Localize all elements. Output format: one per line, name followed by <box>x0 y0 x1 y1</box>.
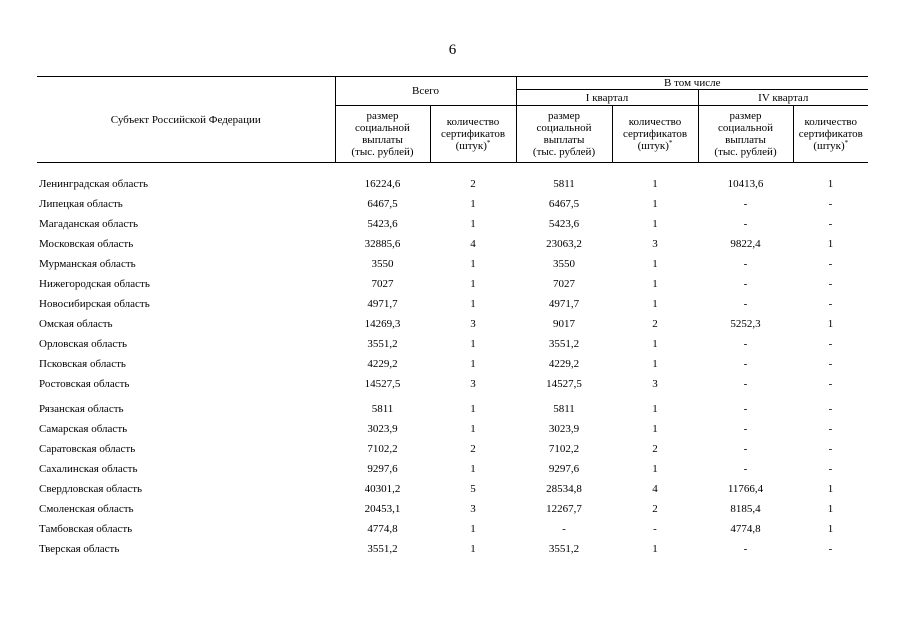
table-row <box>37 294 868 314</box>
cell-q4-payment: - <box>743 463 748 475</box>
cell-region: Липецкая область <box>39 198 123 210</box>
cell-total-payment: 20453,1 <box>364 503 401 515</box>
cell-q4-certs: 1 <box>827 318 834 330</box>
cell-q4-payment: - <box>743 218 748 230</box>
cell-total-certs: 3 <box>470 503 476 515</box>
cell-q4-payment: - <box>743 198 748 210</box>
table-row <box>37 539 868 559</box>
cell-q4-payment: - <box>743 378 748 390</box>
table-row <box>37 334 868 354</box>
cell-total-certs: 1 <box>470 543 476 555</box>
cell-q4-payment: - <box>743 278 748 290</box>
header-total-certs: количество сертификатов (штук)* <box>430 106 516 163</box>
cell-q1-payment: 7027 <box>553 278 576 290</box>
cell-q1-certs: 1 <box>652 258 658 270</box>
table-row <box>37 479 868 499</box>
cell-q1-payment: 28534,8 <box>546 483 582 495</box>
cell-q4-payment: 10413,6 <box>727 178 764 190</box>
cell-total-payment: 4774,8 <box>367 523 398 535</box>
cell-q4-payment: - <box>743 258 748 270</box>
cell-q1-payment: 5423,6 <box>548 218 580 230</box>
cell-region: Нижегородская область <box>39 278 150 290</box>
cell-q1-payment: 3551,2 <box>548 338 580 350</box>
table-row <box>37 374 868 394</box>
cell-q1-payment: 14527,5 <box>546 378 582 390</box>
cell-q4-payment: - <box>743 358 748 370</box>
cell-q1-certs: 4 <box>652 483 658 495</box>
cell-q4-certs: - <box>828 403 833 415</box>
cell-total-payment: 7027 <box>371 278 394 290</box>
cell-q4-payment: - <box>743 403 748 415</box>
cell-total-payment: 16224,6 <box>364 178 401 190</box>
table-row <box>37 499 868 519</box>
cell-total-certs: 1 <box>470 423 476 435</box>
cell-region: Омская область <box>39 318 113 330</box>
cell-q1-certs: 2 <box>652 318 658 330</box>
cell-total-certs: 1 <box>470 278 476 290</box>
cell-total-payment: 14269,3 <box>364 318 401 330</box>
cell-q1-payment: 9017 <box>553 318 576 330</box>
cell-total-certs: 2 <box>470 178 476 190</box>
cell-q4-certs: - <box>828 378 833 390</box>
cell-q4-certs: - <box>828 338 833 350</box>
cell-total-certs: 2 <box>470 443 476 455</box>
table-row <box>37 439 868 459</box>
cell-q4-payment: 4774,8 <box>730 523 761 535</box>
cell-total-payment: 7102,2 <box>367 443 398 455</box>
cell-q4-certs: - <box>828 543 833 555</box>
cell-total-certs: 1 <box>470 298 476 310</box>
table-row <box>37 314 868 334</box>
cell-q1-certs: 1 <box>652 358 658 370</box>
header-q4-certs: количество сертификатов (штук)* <box>793 106 868 163</box>
table-row <box>37 174 868 194</box>
cell-total-certs: 1 <box>470 218 476 230</box>
cell-region: Самарская область <box>39 423 128 435</box>
cell-q4-certs: 1 <box>827 503 834 515</box>
cell-q1-certs: 1 <box>652 218 658 230</box>
cell-q1-certs: 1 <box>652 198 658 210</box>
header-including: В том числе <box>516 77 868 90</box>
cell-q4-certs: 1 <box>827 523 834 535</box>
table-row <box>37 354 868 374</box>
cell-q1-certs: 1 <box>652 403 658 415</box>
cell-total-payment: 40301,2 <box>364 483 401 495</box>
cell-total-payment: 4971,7 <box>367 298 398 310</box>
cell-q1-certs: - <box>653 523 657 535</box>
cell-q1-payment: 6467,5 <box>548 198 580 210</box>
cell-total-certs: 5 <box>470 483 476 495</box>
cell-region: Ленинградская область <box>39 178 149 190</box>
cell-q1-certs: 2 <box>652 443 658 455</box>
cell-q1-payment: 23063,2 <box>546 238 582 250</box>
table-row <box>37 519 868 539</box>
header-total-payment: размер социальной выплаты (тыс. рублей) <box>335 106 430 163</box>
cell-q4-payment: - <box>743 443 748 455</box>
table-row <box>37 254 868 274</box>
cell-region: Псковская область <box>39 358 126 370</box>
cell-q1-certs: 1 <box>652 298 658 310</box>
cell-q1-payment: 4229,2 <box>548 358 580 370</box>
header-q1-certs: количество сертификатов (штук)* <box>612 106 698 163</box>
cell-region: Сахалинская область <box>39 463 138 475</box>
cell-q4-certs: - <box>828 423 833 435</box>
cell-q1-payment: 7102,2 <box>548 443 580 455</box>
header-q1: I квартал <box>516 90 698 106</box>
cell-q1-certs: 2 <box>652 503 658 515</box>
social-payments-table <box>37 76 868 559</box>
table-body <box>37 163 868 560</box>
page-number: 6 <box>448 42 457 58</box>
cell-q4-payment: 11766,4 <box>727 483 764 495</box>
cell-total-certs: 4 <box>470 238 476 250</box>
cell-total-certs: 1 <box>470 358 476 370</box>
cell-q1-payment: 3023,9 <box>548 423 580 435</box>
cell-q1-certs: 1 <box>652 338 658 350</box>
header-total: Всего <box>335 77 516 106</box>
cell-q1-certs: 1 <box>652 278 658 290</box>
cell-q1-payment: 3551,2 <box>548 543 580 555</box>
cell-region: Московская область <box>39 238 134 250</box>
cell-total-payment: 5423,6 <box>367 218 398 230</box>
cell-q1-payment: 5811 <box>553 178 575 190</box>
cell-q4-payment: - <box>743 543 748 555</box>
cell-region: Магаданская область <box>39 218 139 230</box>
cell-total-payment: 3551,2 <box>367 338 398 350</box>
cell-total-certs: 1 <box>470 338 476 350</box>
cell-q4-certs: - <box>828 198 833 210</box>
cell-q4-payment: 9822,4 <box>730 238 761 250</box>
cell-q4-certs: 1 <box>827 178 834 190</box>
cell-total-payment: 6467,5 <box>367 198 398 210</box>
cell-total-certs: 1 <box>470 258 476 270</box>
cell-q4-certs: - <box>828 218 833 230</box>
table-row <box>37 459 868 479</box>
cell-region: Свердловская область <box>39 483 143 495</box>
cell-q1-payment: 4971,7 <box>548 298 580 310</box>
cell-q4-certs: - <box>828 278 833 290</box>
table-row <box>37 194 868 214</box>
cell-q1-certs: 3 <box>652 378 658 390</box>
cell-q4-certs: - <box>828 463 833 475</box>
cell-region: Тверская область <box>39 543 120 555</box>
header-subject: Субъект Российской Федерации <box>37 77 335 163</box>
cell-region: Рязанская область <box>39 403 124 415</box>
cell-total-payment: 3023,9 <box>367 423 398 435</box>
cell-q4-certs: 1 <box>827 483 834 495</box>
cell-total-certs: 1 <box>470 403 476 415</box>
cell-q4-certs: - <box>828 358 833 370</box>
table-row <box>37 214 868 234</box>
cell-region: Смоленская область <box>39 503 134 515</box>
cell-q4-payment: - <box>743 423 748 435</box>
cell-region: Новосибирская область <box>39 298 150 310</box>
cell-q1-payment: - <box>562 523 566 535</box>
cell-q1-certs: 1 <box>652 463 658 475</box>
table-row <box>37 234 868 254</box>
cell-total-payment: 32885,6 <box>364 238 401 250</box>
cell-total-payment: 4229,2 <box>367 358 398 370</box>
header-q4: IV квартал <box>698 90 868 106</box>
header-q4-payment: размер социальной выплаты (тыс. рублей) <box>698 106 793 163</box>
cell-total-certs: 1 <box>470 523 476 535</box>
cell-total-certs: 3 <box>470 378 476 390</box>
cell-q1-payment: 3550 <box>553 258 576 270</box>
cell-q1-payment: 9297,6 <box>548 463 580 475</box>
cell-region: Орловская область <box>39 338 128 350</box>
cell-q4-payment: 8185,4 <box>730 503 761 515</box>
cell-q1-payment: 5811 <box>553 403 575 415</box>
cell-region: Ростовская область <box>39 378 130 390</box>
cell-q4-payment: 5252,3 <box>730 318 761 330</box>
cell-total-payment: 9297,6 <box>367 463 398 475</box>
table-row <box>37 419 868 439</box>
cell-region: Тамбовская область <box>39 523 133 535</box>
cell-total-certs: 1 <box>470 463 476 475</box>
cell-total-payment: 5811 <box>371 403 394 415</box>
cell-q4-certs: - <box>828 258 833 270</box>
table-row <box>37 274 868 294</box>
cell-total-certs: 1 <box>470 198 476 210</box>
table-row <box>37 399 868 419</box>
cell-q1-certs: 1 <box>652 543 658 555</box>
cell-q4-certs: 1 <box>827 238 834 250</box>
cell-q4-payment: - <box>743 298 748 310</box>
cell-q1-payment: 12267,7 <box>546 503 582 515</box>
cell-q4-payment: - <box>743 338 748 350</box>
cell-q1-certs: 1 <box>652 423 658 435</box>
cell-q4-certs: - <box>828 298 833 310</box>
cell-total-payment: 14527,5 <box>364 378 401 390</box>
cell-region: Мурманская область <box>39 258 136 270</box>
header-q1-payment: размер социальной выплаты (тыс. рублей) <box>516 106 612 163</box>
cell-total-payment: 3551,2 <box>367 543 398 555</box>
cell-q1-certs: 3 <box>652 238 658 250</box>
cell-q4-certs: - <box>828 443 833 455</box>
cell-total-certs: 3 <box>470 318 476 330</box>
cell-total-payment: 3550 <box>371 258 394 270</box>
cell-q1-certs: 1 <box>652 178 658 190</box>
cell-region: Саратовская область <box>39 443 136 455</box>
